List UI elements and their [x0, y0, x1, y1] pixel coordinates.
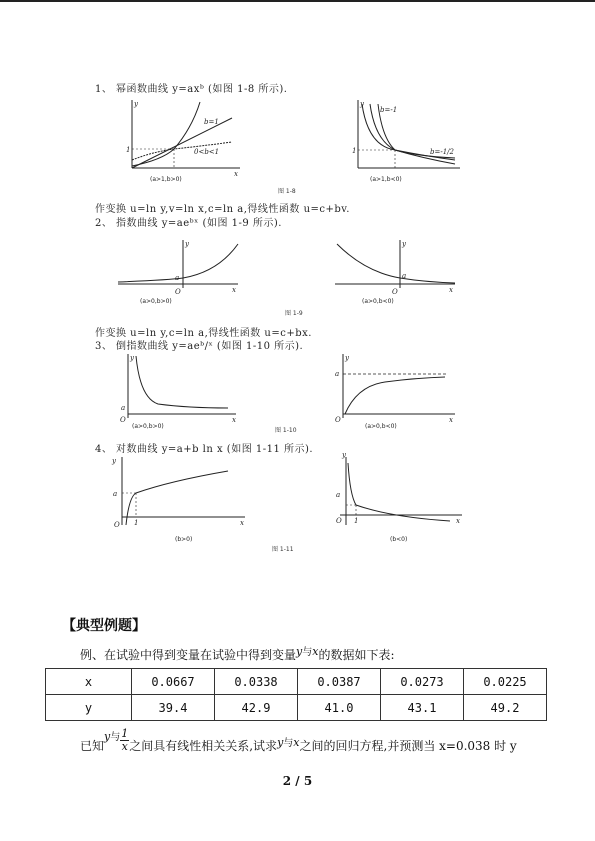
item1-text: 1、 幂函数曲线 y=axᵇ (如图 1-8 所示).	[95, 84, 288, 95]
fraction-one-over-x	[120, 728, 129, 753]
var-x: x	[293, 736, 300, 749]
axis-x-label: x	[240, 519, 244, 527]
item4-text: 4、 对数曲线 y=a+b ln x (如图 1-11 所示).	[95, 444, 314, 455]
item3-text: 3、 倒指数曲线 y=aeᵇ/ˣ (如图 1-10 所示).	[95, 341, 304, 352]
table-row	[46, 669, 547, 695]
fig-1-10-left	[118, 352, 243, 422]
axis-x-label: x	[232, 286, 236, 294]
yu-text: 与	[302, 647, 313, 658]
var-y: y	[277, 736, 284, 749]
origin-label: O	[335, 416, 341, 424]
origin-label: O	[392, 288, 398, 296]
fig-1-9-left-caption: (a>0,b>0)	[140, 298, 172, 305]
table-cell: 39.4	[132, 695, 215, 721]
item2-text: 2、 指数曲线 y=aeᵇˣ (如图 1-9 所示).	[95, 218, 282, 229]
fig-1-10-left-caption: (a>0,b>0)	[132, 423, 164, 430]
one-label: 1	[126, 146, 131, 154]
example-intro-b: 的数据如下表:	[318, 648, 395, 662]
axis-y-label: y	[345, 354, 349, 362]
row-header: y	[46, 695, 132, 721]
table-cell: 0.0225	[464, 669, 547, 695]
example-intro-a: 例、在试验中得到变量在试验中得到变量	[80, 648, 297, 662]
curve-label: b=1	[204, 118, 219, 126]
fig-1-9-left	[118, 238, 243, 296]
one-label: 1	[354, 517, 359, 525]
table-cell: 41.0	[298, 695, 381, 721]
fig-1-11-right-caption: (b<0)	[390, 536, 408, 543]
axis-y-label: y	[342, 451, 346, 459]
item2-transform-text: 作变换 u=ln y,c=ln a,得线性函数 u=c+bx.	[95, 328, 312, 339]
curve-label: b=-1/2	[430, 148, 454, 156]
example-intro	[80, 646, 395, 663]
a-label: a	[402, 272, 407, 280]
curve-label: b=-1	[380, 106, 398, 114]
fig-1-8-right	[350, 98, 465, 183]
table-cell: 0.0667	[132, 669, 215, 695]
fig-1-10-right-caption: (a>0,b<0)	[365, 423, 397, 430]
axis-x-label: x	[449, 416, 453, 424]
fig-1-11-right	[330, 451, 470, 530]
fig-1-8-left	[122, 98, 247, 183]
curve-label: 0<b<1	[194, 148, 220, 156]
axis-y-label: y	[134, 100, 138, 108]
fig-1-11-left	[110, 455, 250, 530]
fig-1-9-right-caption: (a>0,b<0)	[362, 298, 394, 305]
a-label: a	[113, 490, 118, 498]
fig-1-11-left-caption: (b>0)	[175, 536, 193, 543]
fig-1-11-title: 图 1-11	[272, 546, 294, 553]
one-label: 1	[134, 519, 139, 527]
row-header: x	[46, 669, 132, 695]
var-y: y	[104, 730, 111, 743]
known-c: 之间的回归方程,并预测当 x=0.038 时 y	[299, 739, 517, 753]
fig-1-9-title: 图 1-9	[285, 310, 303, 317]
axis-y-label: y	[112, 457, 116, 465]
yu-text: 与	[283, 738, 294, 749]
var-x: x	[312, 645, 319, 658]
known-a: 已知	[80, 739, 105, 753]
table-cell: 49.2	[464, 695, 547, 721]
var-y: y	[296, 645, 303, 658]
table-cell: 0.0273	[381, 669, 464, 695]
axis-y-label: y	[360, 100, 364, 108]
axis-y-label: y	[185, 240, 189, 248]
a-label: a	[121, 404, 126, 412]
one-label: 1	[352, 147, 357, 155]
origin-label: O	[175, 288, 181, 296]
axis-x-label: x	[234, 170, 238, 178]
axis-x-label: x	[449, 286, 453, 294]
yu-text: 与	[110, 732, 121, 743]
data-table	[45, 668, 547, 721]
fig-1-8-title: 图 1-8	[278, 188, 296, 195]
known-b: 之间具有线性相关关系,试求	[129, 739, 278, 753]
section-title: 【典型例题】	[62, 618, 146, 634]
a-label: a	[175, 274, 180, 282]
fig-1-10-title: 图 1-10	[275, 427, 297, 434]
fraction-numerator: 1	[121, 727, 129, 740]
fig-1-8-left-caption: (a>1,b>0)	[150, 176, 182, 183]
page-number: 2 / 5	[282, 774, 313, 788]
a-label: a	[335, 370, 340, 378]
item1-transform-text: 作变换 u=ln y,v=ln x,c=ln a,得线性函数 u=c+bv.	[95, 204, 350, 215]
fig-1-10-right	[335, 352, 460, 422]
origin-label: O	[114, 521, 120, 529]
axis-y-label: y	[130, 354, 134, 362]
origin-label: O	[336, 517, 342, 525]
origin-label: O	[120, 416, 126, 424]
axis-y-label: y	[402, 240, 406, 248]
fig-1-8-right-caption: (a>1,b<0)	[370, 176, 402, 183]
table-cell: 0.0338	[215, 669, 298, 695]
table-row	[46, 695, 547, 721]
table-cell: 42.9	[215, 695, 298, 721]
table-cell: 0.0387	[298, 669, 381, 695]
top-border	[0, 0, 595, 2]
known-statement	[80, 727, 517, 759]
fraction-denominator: x	[121, 740, 128, 753]
table-cell: 43.1	[381, 695, 464, 721]
fig-1-9-right	[335, 238, 460, 296]
a-label: a	[336, 491, 341, 499]
axis-x-label: x	[232, 416, 236, 424]
axis-x-label: x	[456, 517, 460, 525]
